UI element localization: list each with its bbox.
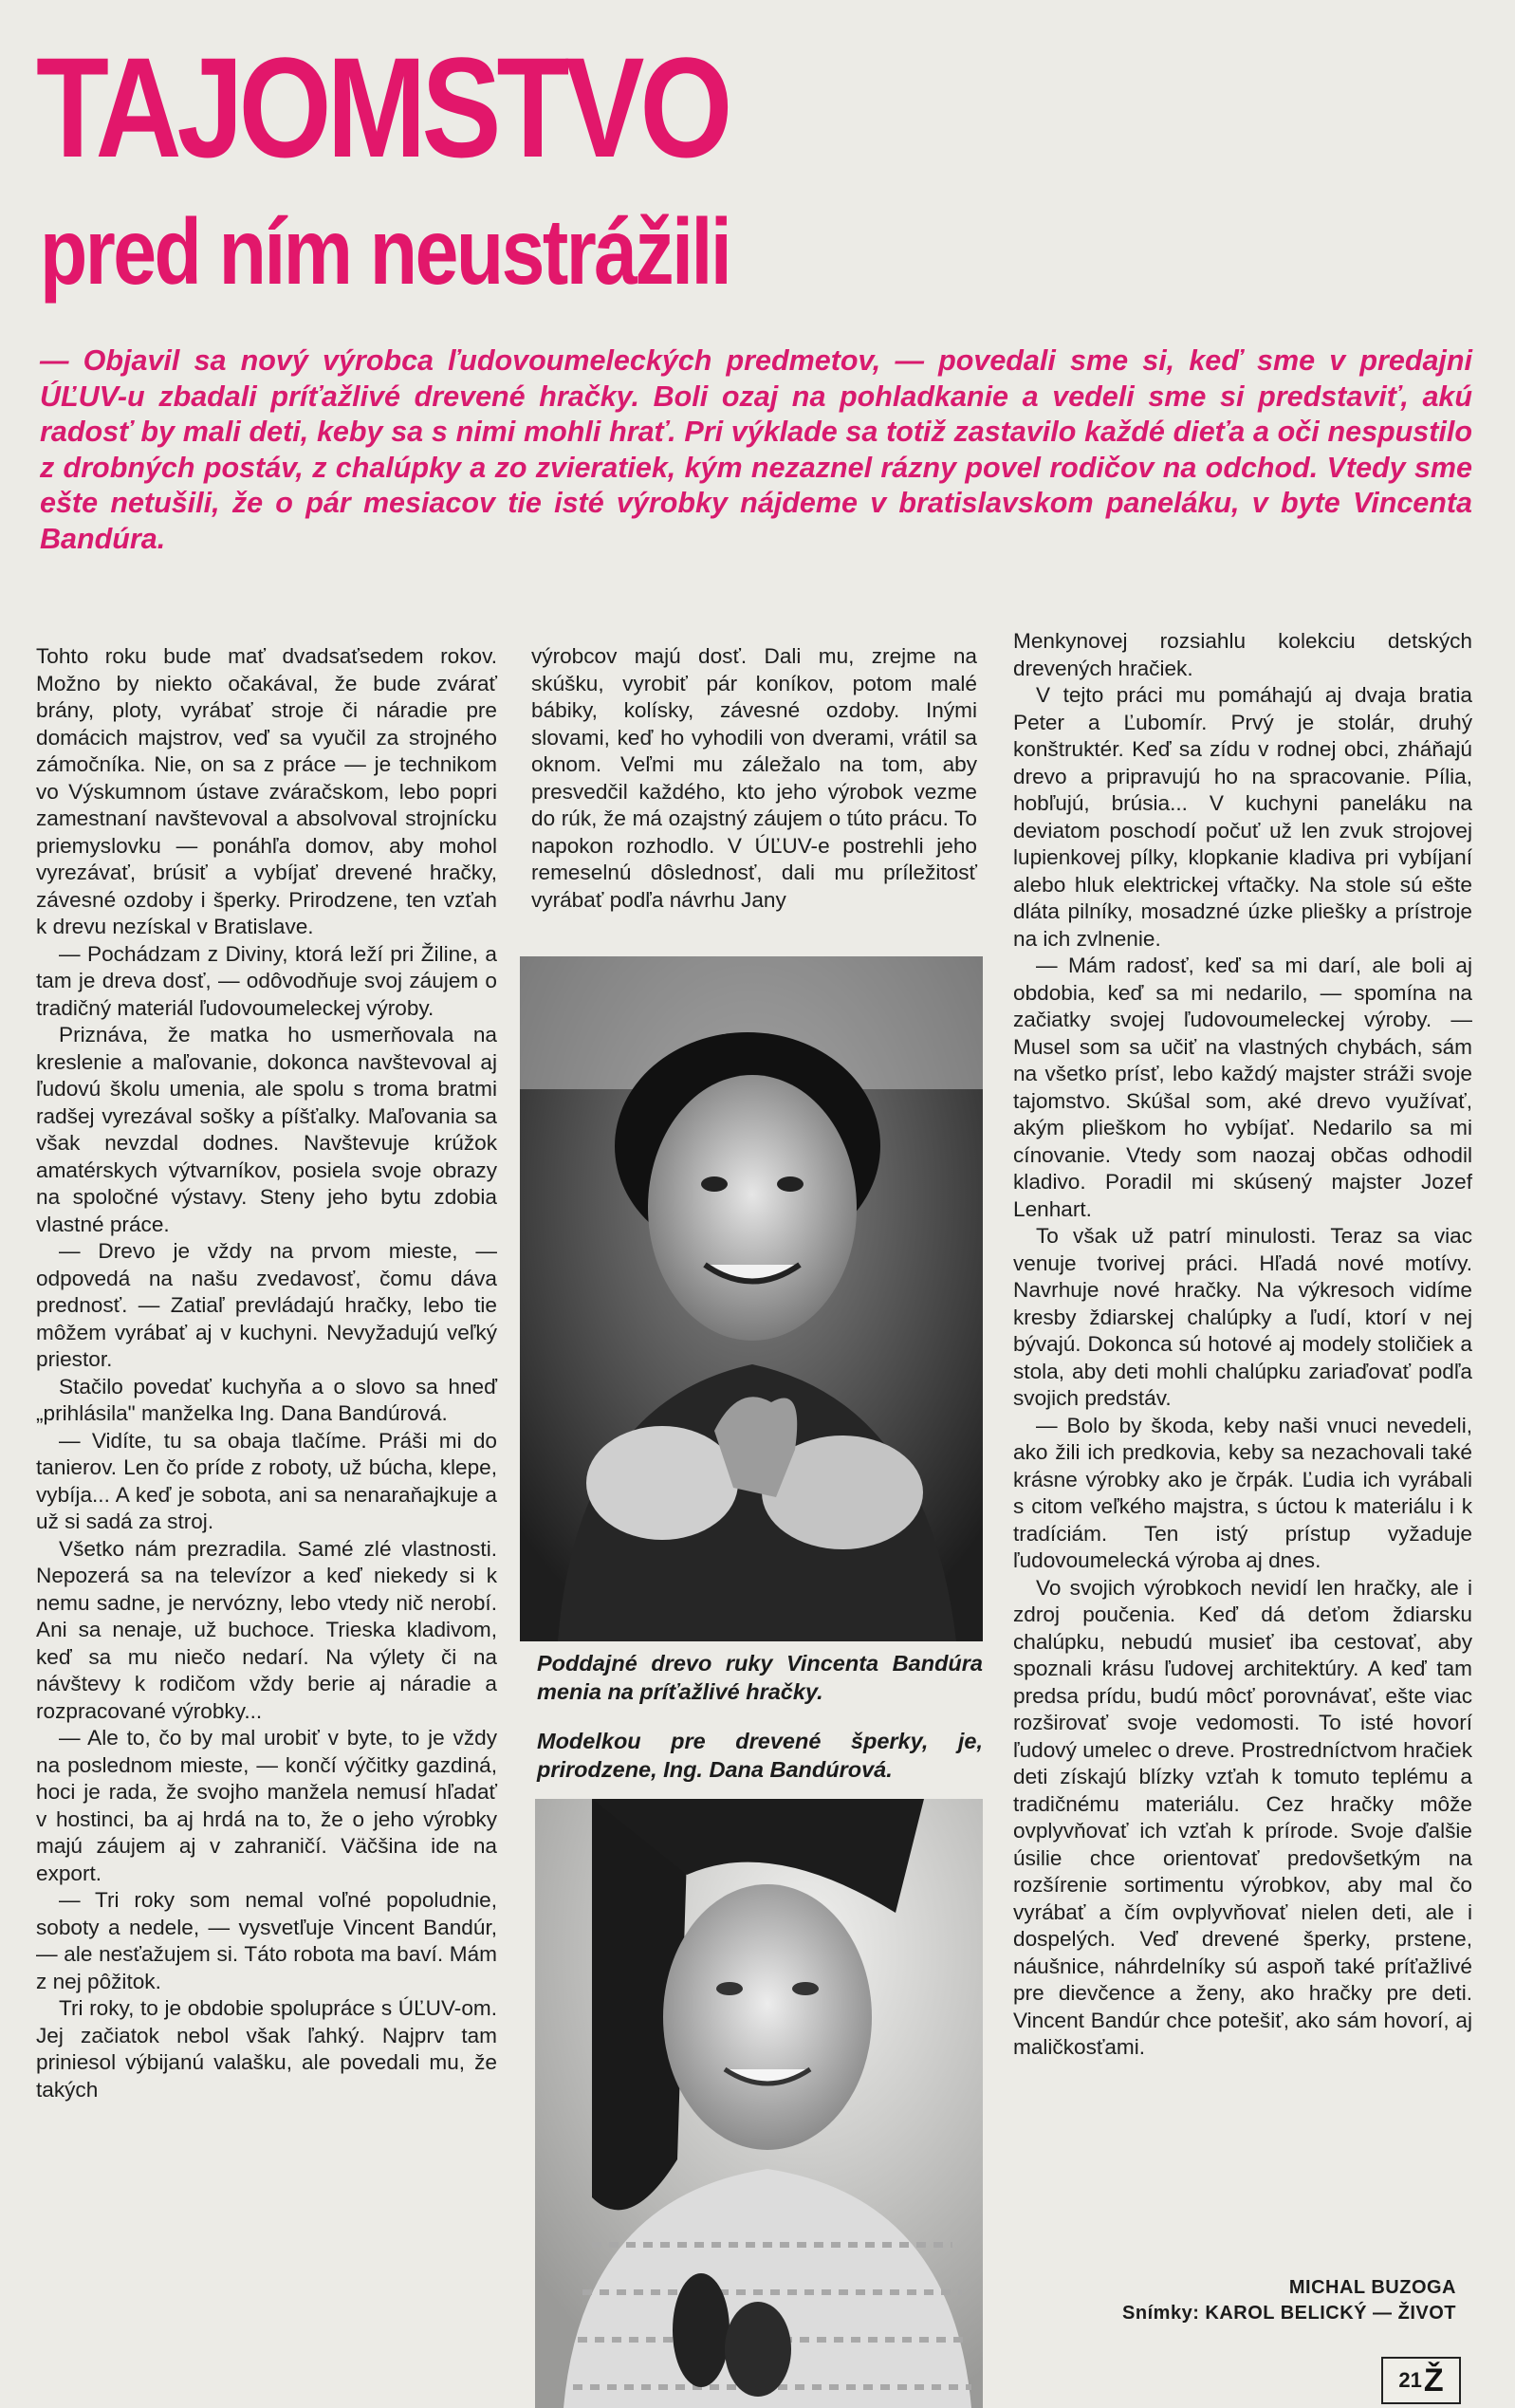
paragraph: Stačilo povedať kuchyňa a o slovo sa hneď „prihlásila" manželka Ing. Dana Bandúrová.	[36, 1374, 497, 1425]
paragraph: — Ale to, čo by mal urobiť v byte, to je vždy na poslednom mieste, — končí výčitky gazdiná, hoci je rada, že svojho manžela nemusí hľadať v hostinci, ba aj hrdá na to, že o jeho výrobky majú záujem aj v zahraničí. Väčšina ide na export.	[36, 1726, 497, 1885]
photo-woman-with-jewelry	[535, 1799, 983, 2408]
paragraph: výrobcov majú dosť. Dali mu, zrejme na skúšku, vyrobiť pár koníkov, potom malé bábiky, kolísky, závesné ozdoby. Inými slovami, keď ho vyhodili von dverami, vrátil sa oknom. Veľmi mu záležalo na tom, aby presvedčil každého, kto jeho výrobok vezme do rúk, že má ozajstný záujem o túto prácu. To napokon rozhodlo. V ÚĽUV-e postrehli jeho remeselnú dôslednosť, dali mu príležitosť vyrábať podľa návrhu Jany	[531, 644, 977, 912]
column-3	[1013, 628, 1472, 2062]
author-credit: MICHAL BUZOGA	[1288, 2277, 1456, 2298]
photo-caption-1: Poddajné drevo ruky Vincenta Bandúra menia na príťažlivé hračky.	[537, 1651, 983, 1704]
paragraph: — Tri roky som nemal voľné popoludnie, soboty a nedele, — vysvetľuje Vincent Bandúr, — ale nesťažujem si. Táto robota ma baví. Mám z nej pôžitok.	[36, 1888, 497, 1993]
page-number: 21	[1398, 2368, 1422, 2392]
paragraph: — Pochádzam z Diviny, ktorá leží pri Žiline, a tam je dreva dosť, — odôvodňuje svoj záujem o tradičný materiál ľudovoumeleckej výroby.	[36, 941, 497, 1020]
paragraph: Tri roky, to je obdobie spolupráce s ÚĽUV-om. Jej začiatok nebol však ľahký. Najprv tam priniesol výbijanú valašku, ale povedali mu, že takých	[36, 1996, 497, 2102]
photo-man-with-toy-icon	[520, 956, 983, 1641]
photo-credit: Snímky: KAROL BELICKÝ — ŽIVOT	[1122, 2303, 1456, 2324]
headline: TAJOMSTVO	[36, 28, 729, 187]
paragraph: Vo svojich výrobkoch nevidí len hračky, ale i zdroj poučenia. Keď dá deťom ždiarsku chalúpku, nebudú musieť iba cestovať, aby spoznali krásu ľudovej architektúry. A keď tam predsa prídu, budú môcť porovnávať, ešte viac rozširovať svoje vedomosti. To isté hovorí ľudový umelec o dreve. Prostredníctvom hračiek deti získajú blízky vzťah k tomuto teplému a tradičnému materiálu. Cez hračky môže ovplyvňovať ich vzťah k prírode. Svoje ďalšie úsilie chce orientovať predovšetkým na rozšírenie sortimentu výrobkov, aby mal čo vyrábať a čím ovplyvňovať nielen deti, ale i dospelých. Veď drevené šperky, prstene, náušnice, náhrdelníky sú aspoň také príťažlivé pre dievčence a ženy, ako hračky pre deti. Vincent Bandúr chce potešiť, ako sám hovorí, aj maličkosťami.	[1013, 1575, 1472, 2059]
magazine-logo: Ž	[1423, 2362, 1444, 2399]
paragraph: Priznáva, že matka ho usmerňovala na kreslenie a maľovanie, dokonca navštevoval aj ľudovú školu umenia, ale spolu s troma bratmi radšej vyrezával sošky a píšťalky. Maľovania sa však nevzdal dodnes. Navštevuje krúžok amatérskych výtvarníkov, posiela svoje obrazy na spoločné výstavy. Steny jeho bytu zdobia vlastné práce.	[36, 1023, 497, 1236]
paragraph: — Mám radosť, keď sa mi darí, ale boli aj obdobia, keď sa mi nedarilo, — spomína na začiatky svojej ľudovoumeleckej výroby. — Musel som sa učiť na vlastných chybách, sám na všetko prísť, lebo každý majster stráži svoje tajomstvo. Skúšal som, aké drevo využívať, akým plieškom ho vybíjať. Nedarilo sa mi cínovanie. Vtedy som naozaj občas odhodil kladivo. Poradil mi skúsený majster Jozef Lenhart.	[1013, 954, 1472, 1221]
paragraph: Tohto roku bude mať dvadsaťsedem rokov. Možno by niekto očakával, že bude zvárať brány, ploty, vyrábať stroje či náradie pre domácich majstrov, veď sa vyučil za strojného zámočníka. Nie, on sa z práce — je technikom vo Výskumnom ústave zváračskom, lebo popri zamestnaní navštevoval a absolvoval strojnícku priemyslovku — ponáhľa domov, aby mohol vyrezávať, brúsiť a vybíjať drevené hračky, závesné ozdoby i šperky. Prirodzene, ten vzťah k drevu nezískal v Bratislave.	[36, 644, 497, 938]
paragraph: — Drevo je vždy na prvom mieste, — odpovedá na našu zvedavosť, čomu dáva prednosť. — Zatiaľ prevládajú hračky, lebo tie môžem vyrábať aj v kuchyni. Nevyžadujú veľký priestor.	[36, 1239, 497, 1371]
paragraph: — Bolo by škoda, keby naši vnuci nevedeli, ako žili ich predkovia, keby sa nezachovali také krásne výrobky ako je črpák. Ľudia ich vyrábali s citom veľkého majstra, s úctou k materiálu i k tradíciám. Ten istý prístup vyžaduje ľudovoumelecká výroba aj dnes.	[1013, 1413, 1472, 1572]
column-1	[36, 643, 497, 2103]
lead-paragraph: — Objavil sa nový výrobca ľudovoumeleckých predmetov, — povedali sme si, keď sme v predajni ÚĽUV-u zbadali príťažlivé drevené hračky. Boli ozaj na pohladkanie a vedeli sme si predstaviť, akú radosť by mali deti, keby sa s nimi mohli hrať. Pri výklade sa totiž zastavilo každé dieťa a oči nespustilo z drobných postáv, z chalúpky a zo zvieratiek, kým nezaznel rázny povel rodičov na odchod. Vtedy sme ešte netušili, že o pár mesiacov tie isté výrobky nájdeme v bratislavskom paneláku, v byte Vincenta Bandúra.	[40, 344, 1472, 555]
column-2	[531, 643, 977, 914]
subheadline: pred ním neustrážili	[40, 199, 730, 304]
paragraph: Všetko nám prezradila. Samé zlé vlastnosti. Nepozerá sa na televízor a keď niekedy si k nemu sadne, je nervózny, lebo vtedy nič nerobí. Ani sa nenaje, už buchoce. Trieska kladivom, keď sa mu niečo nedarí. Na výlety či na návštevy k rodičom vždy berie aj náradie a rozpracované výrobky...	[36, 1536, 497, 1723]
paragraph: — Vidíte, tu sa obaja tlačíme. Práši mi do tanierov. Len čo príde z roboty, už búcha, klepe, vybíja... A keď je sobota, ani sa nenaraňajkuje a už si sadá za stroj.	[36, 1428, 497, 1533]
paragraph: V tejto práci mu pomáhajú aj dvaja bratia Peter a Ľubomír. Prvý je stolár, druhý konštruktér. Keď sa zídu v rodnej obci, zháňajú drevo a pripravujú ho na spracovanie. Pília, hobľujú, brúsia... V kuchyni paneláku na deviatom poschodí počuť už len zvuk strojovej lupienkovej pílky, klopkanie kladiva pri vybíjaní alebo hluk elektrickej vŕtačky. Na stole sú ešte dláta pilníky, mosadzné úzke pliešky a prístroje na ich zvlnenie.	[1013, 683, 1472, 951]
photo-man-with-toy	[520, 956, 983, 1641]
photo-woman-with-jewelry-icon	[535, 1799, 983, 2408]
photo-caption-2: Modelkou pre drevené šperky, je, prirodzene, Ing. Dana Bandúrová.	[537, 1729, 983, 1782]
paragraph: To však už patrí minulosti. Teraz sa viac venuje tvorivej práci. Hľadá nové motívy. Navrhuje nové hračky. Na výkresoch vidíme kresby ždiarskej chalúpky a ľudí, ktorí v nej bývajú. Dokonca sú hotové aj modely stoličiek a stola, aby deti mohli chalúpku zariaďovať podľa svojich predstáv.	[1013, 1224, 1472, 1410]
paragraph: Menkynovej rozsiahlu kolekciu detských drevených hračiek.	[1013, 629, 1472, 680]
page-number-box	[1381, 2357, 1461, 2404]
